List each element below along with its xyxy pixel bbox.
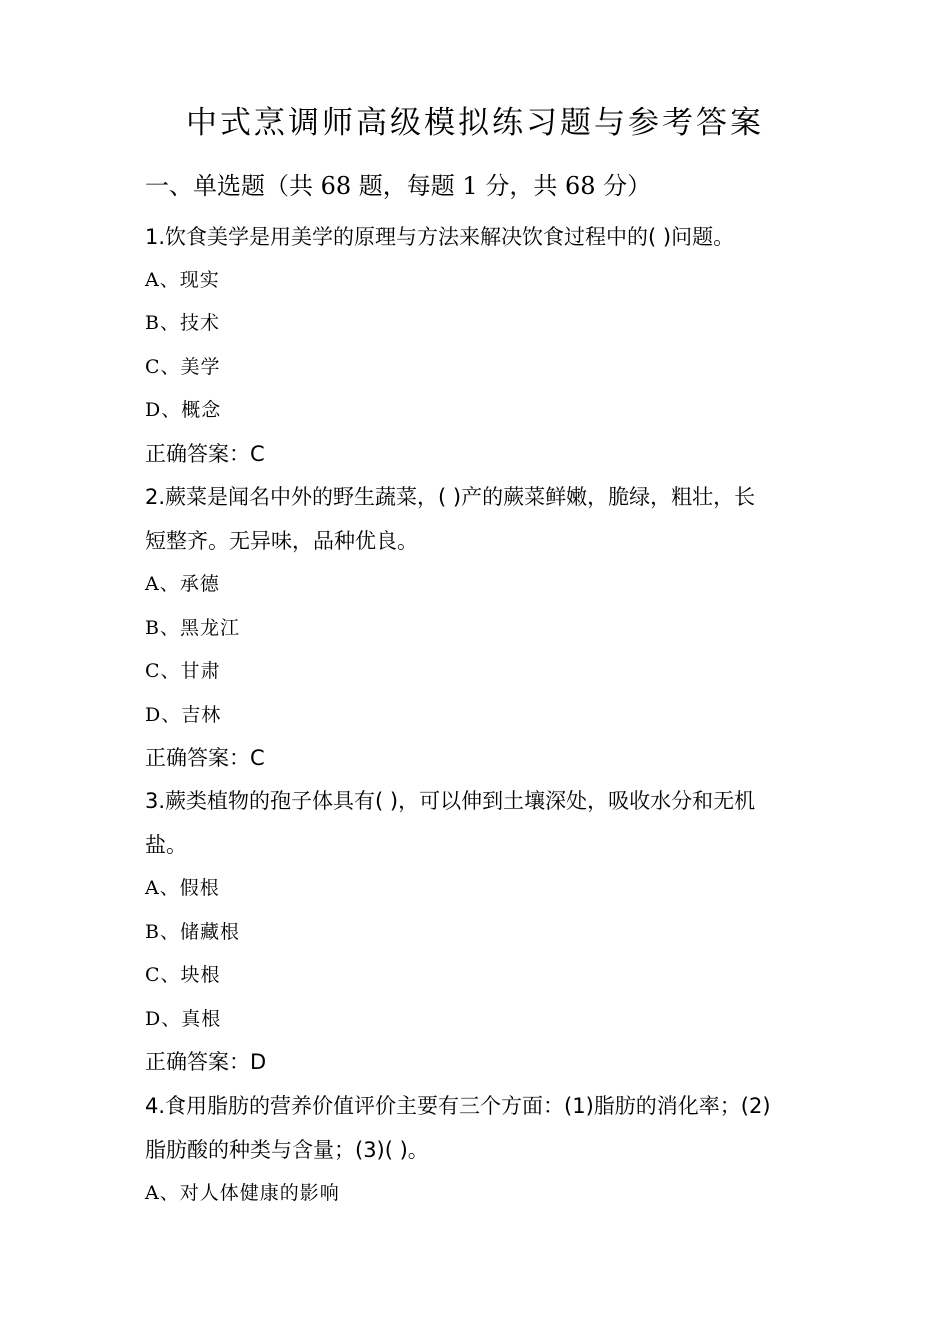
question-4-text-line-1: 4.食用脂肪的营养价值评价主要有三个方面：(1)脂肪的消化率；(2) <box>145 1094 771 1118</box>
question-1-option-d: D、概念 <box>145 399 222 421</box>
question-3-answer: 正确答案：D <box>145 1050 267 1074</box>
question-3-option-a: A、假根 <box>145 877 220 899</box>
question-4-option-a: A、对人体健康的影响 <box>145 1182 340 1204</box>
question-1-answer: 正确答案：C <box>145 442 265 466</box>
section-heading: 一、单选题（共 68 题，每题 1 分，共 68 分） <box>145 172 652 200</box>
question-2-option-a: A、承德 <box>145 573 220 595</box>
question-3-text-line-2: 盐。 <box>145 833 187 857</box>
question-1-option-b: B、技术 <box>145 312 220 334</box>
question-1-option-c: C、美学 <box>145 356 221 378</box>
question-1-option-a: A、现实 <box>145 269 220 291</box>
question-3-option-d: D、真根 <box>145 1008 222 1030</box>
question-2-text-line-1: 2.蕨菜是闻名中外的野生蔬菜，( )产的蕨菜鲜嫩，脆绿，粗壮，长 <box>145 485 756 509</box>
question-3-text-line-1: 3.蕨类植物的孢子体具有( )，可以伸到土壤深处，吸收水分和无机 <box>145 789 756 813</box>
question-2-option-d: D、吉林 <box>145 704 222 726</box>
question-3-option-c: C、块根 <box>145 964 221 986</box>
question-2-text-line-2: 短整齐。无异味，品种优良。 <box>145 529 418 553</box>
question-1-text: 1.饮食美学是用美学的原理与方法来解决饮食过程中的( )问题。 <box>145 225 735 249</box>
question-2-option-c: C、甘肃 <box>145 660 221 682</box>
question-2-option-b: B、黑龙江 <box>145 617 240 639</box>
document-title: 中式烹调师高级模拟练习题与参考答案 <box>186 105 764 141</box>
question-3-option-b: B、储藏根 <box>145 921 240 943</box>
question-4-text-line-2: 脂肪酸的种类与含量；(3)( )。 <box>145 1138 429 1162</box>
question-2-answer: 正确答案：C <box>145 746 265 770</box>
